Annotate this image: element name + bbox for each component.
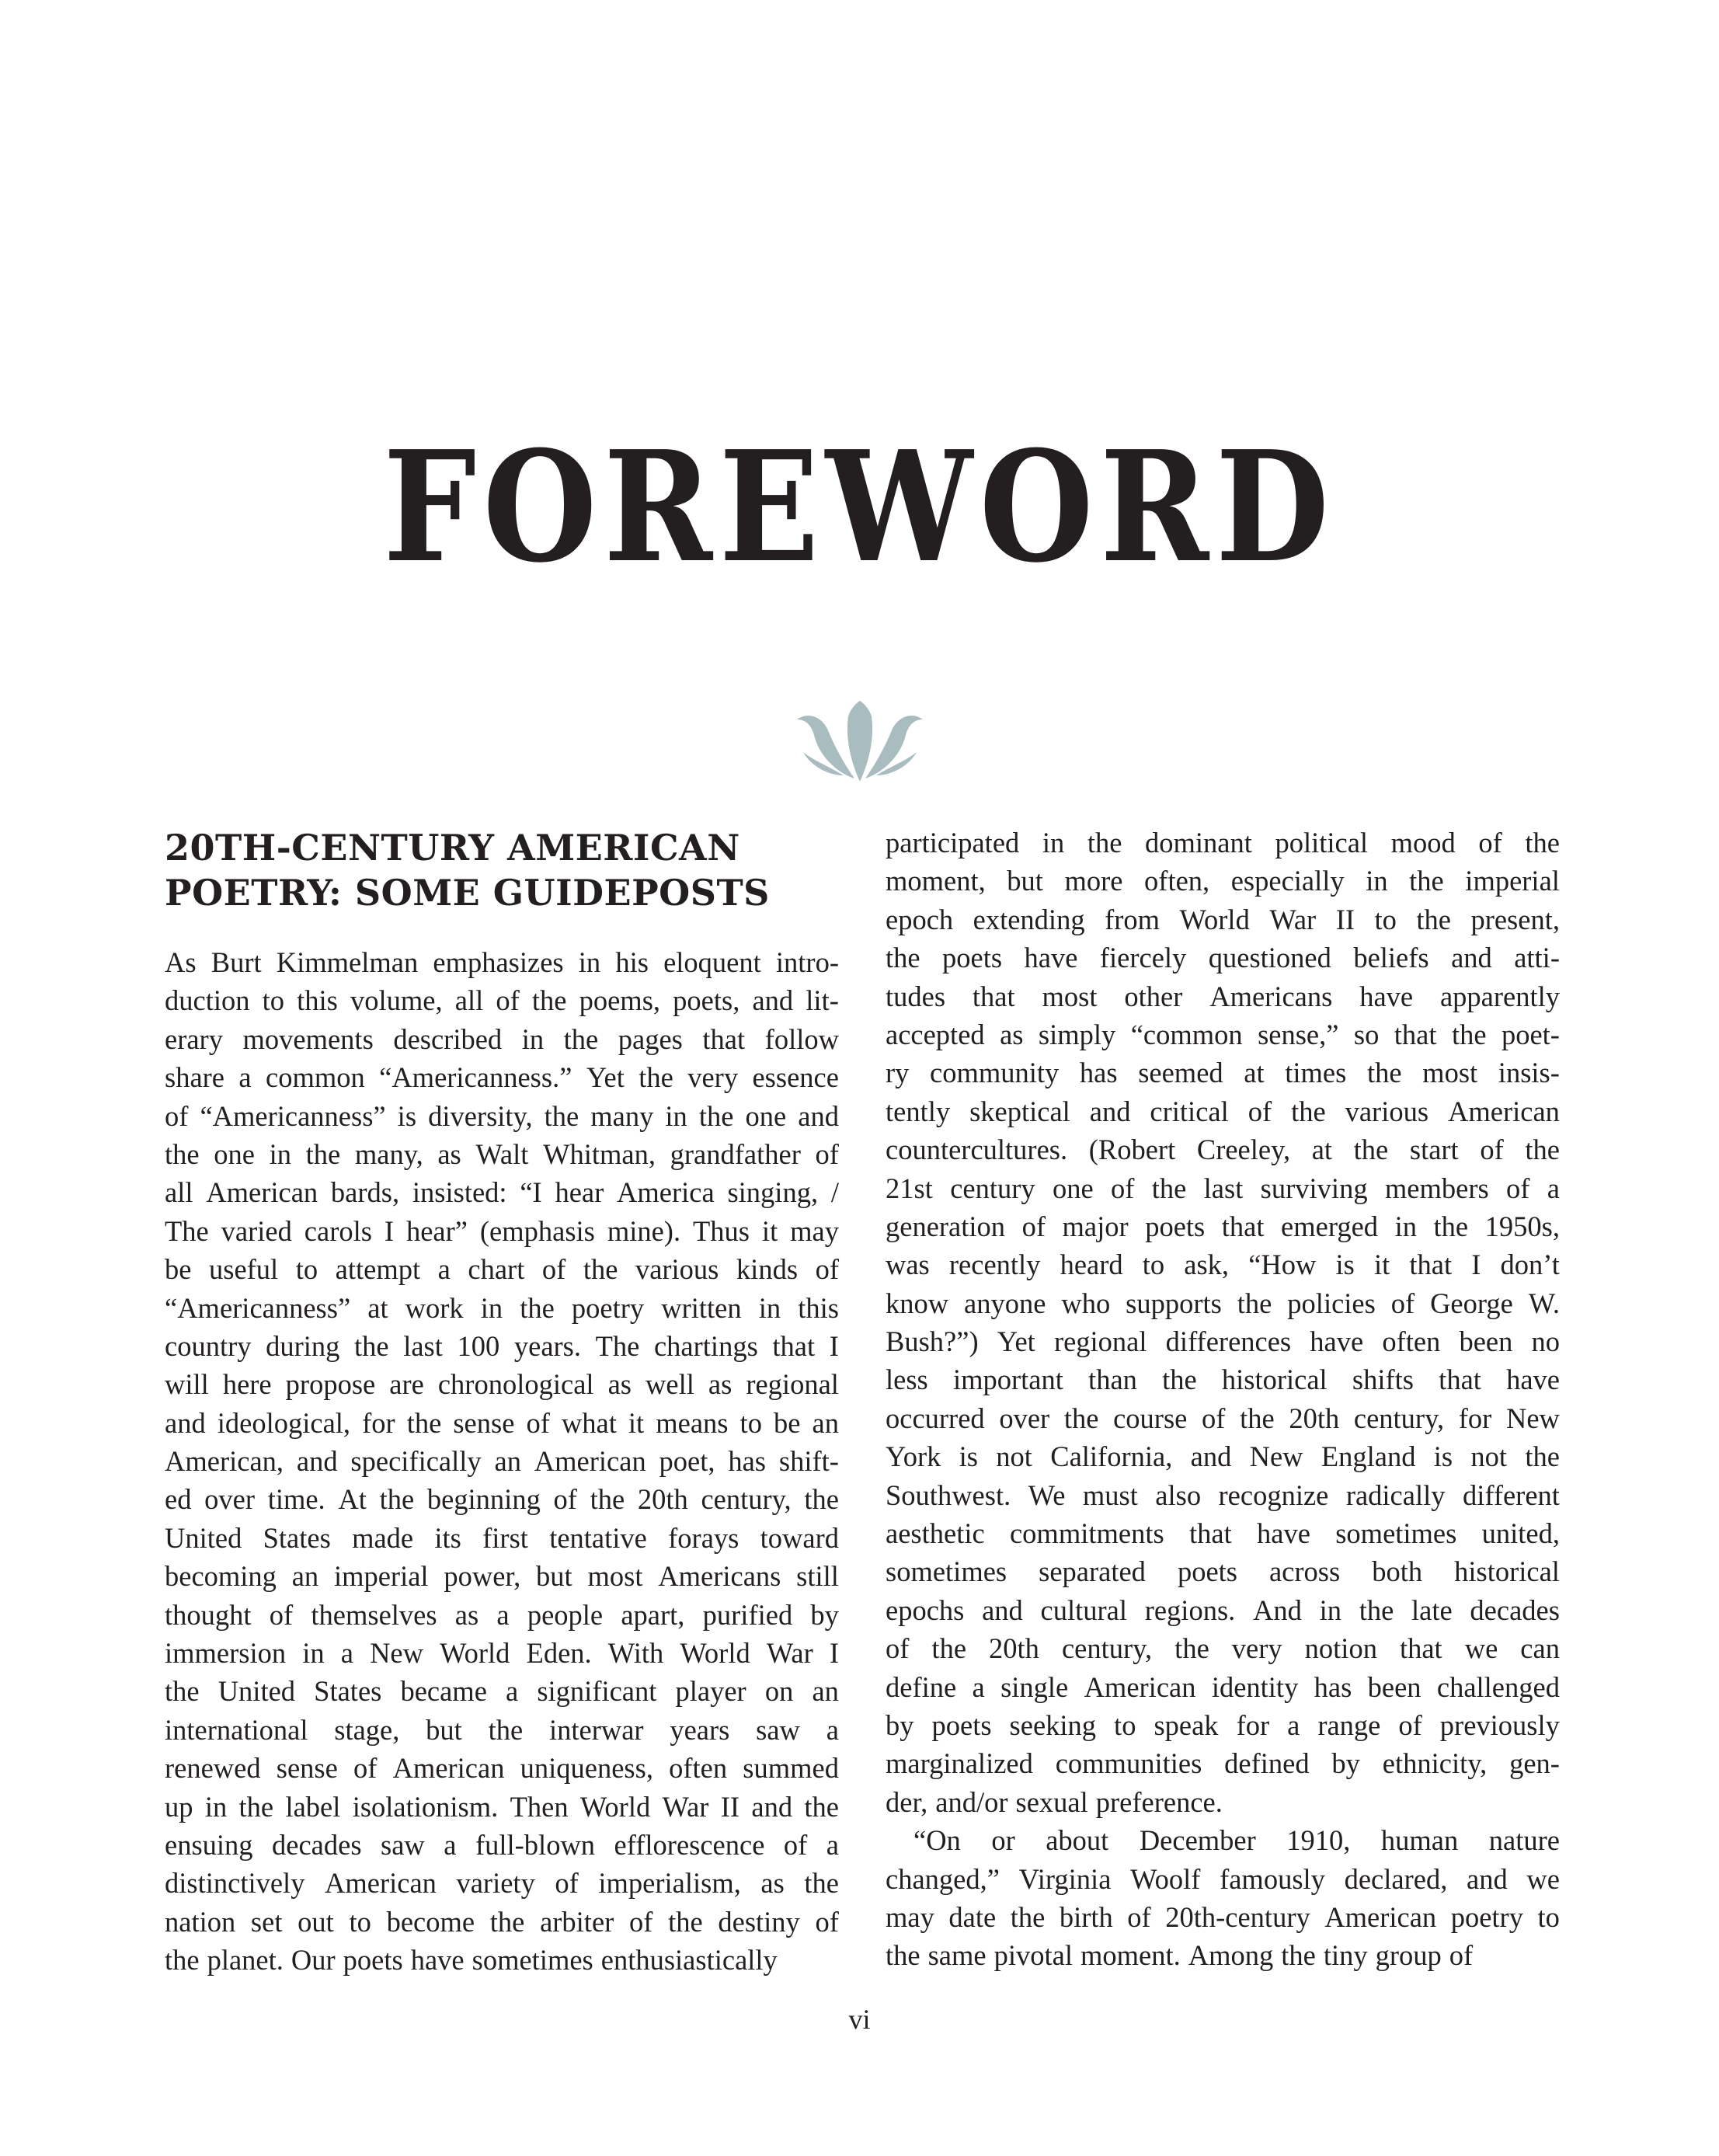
text-line: countercultures. (Robert Creeley, at the start of the bbox=[886, 1134, 1560, 1166]
text-line: of “Americanness” is diversity, the many in the one and bbox=[165, 1099, 839, 1132]
text-line: “On or about December 1910, human nature bbox=[913, 1824, 1560, 1857]
text-line: changed,” Virginia Woolf famously declared, and we bbox=[886, 1862, 1560, 1895]
text-line: define a single American identity has been challenged bbox=[886, 1670, 1560, 1703]
text-line: know anyone who supports the policies of George W. bbox=[886, 1287, 1560, 1319]
text-line: less important than the historical shifts that have bbox=[886, 1364, 1560, 1396]
text-line: the same pivotal moment. Among the tiny group of bbox=[886, 1939, 1474, 1972]
text-line: participated in the dominant political mood of the bbox=[886, 827, 1560, 859]
text-line: country during the last 100 years. The chartings that I bbox=[165, 1329, 839, 1362]
text-line: marginalized communities defined by ethnicity, gen- bbox=[886, 1747, 1560, 1780]
text-line: distinctively American variety of imperialism, as the bbox=[165, 1867, 839, 1900]
section-heading-line: 20TH-CENTURY AMERICAN bbox=[165, 827, 740, 869]
text-line: ensuing decades saw a full-blown efflorescence of a bbox=[165, 1828, 839, 1861]
text-line: was recently heard to ask, “How is it that I don’t bbox=[886, 1249, 1560, 1281]
text-line: York is not California, and New England is not the bbox=[886, 1440, 1560, 1473]
text-line: 21st century one of the last surviving members of a bbox=[886, 1172, 1560, 1204]
text-line: moment, but more often, especially in the imperial bbox=[886, 865, 1560, 897]
left-column-body bbox=[165, 943, 839, 1980]
text-line: all American bards, insisted: “I hear America singing, / bbox=[165, 1176, 839, 1209]
text-line: tudes that most other Americans have apparently bbox=[886, 980, 1560, 1012]
text-line: nation set out to become the arbiter of the destiny of bbox=[165, 1905, 839, 1938]
leaf-flourish-icon bbox=[797, 701, 923, 785]
text-line: Southwest. We must also recognize radically different bbox=[886, 1479, 1560, 1511]
section-heading bbox=[165, 825, 839, 915]
text-line: the one in the many, as Walt Whitman, grandfather of bbox=[165, 1137, 839, 1170]
text-line: and ideological, for the sense of what it means to be an bbox=[165, 1406, 839, 1439]
text-line: up in the label isolationism. Then World War II and the bbox=[165, 1790, 839, 1823]
right-column bbox=[886, 824, 1560, 1975]
text-line: Bush?”) Yet regional differences have often been no bbox=[886, 1325, 1560, 1358]
text-line: generation of major poets that emerged in the 1950s, bbox=[886, 1210, 1560, 1242]
text-line: epochs and cultural regions. And in the late decades bbox=[886, 1593, 1560, 1626]
text-line: thought of themselves as a people apart, purified by bbox=[165, 1598, 839, 1631]
text-line: international stage, but the interwar years saw a bbox=[165, 1713, 839, 1746]
text-line: sometimes separated poets across both historical bbox=[886, 1555, 1560, 1588]
text-line: epoch extending from World War II to the present, bbox=[886, 903, 1560, 935]
text-line: immersion in a New World Eden. With World War I bbox=[165, 1637, 839, 1670]
text-line: duction to this volume, all of the poems, poets, and lit- bbox=[165, 984, 839, 1017]
text-line: As Burt Kimmelman emphasizes in his eloquent intro- bbox=[165, 946, 839, 978]
right-column-body bbox=[886, 824, 1560, 1975]
text-line: share a common “Americanness.” Yet the very essence bbox=[165, 1061, 839, 1094]
text-line: the poets have fiercely questioned beliefs and atti- bbox=[886, 942, 1560, 974]
left-column bbox=[165, 808, 839, 1980]
text-line: American, and specifically an American poet, has shift- bbox=[165, 1445, 839, 1478]
text-line: der, and/or sexual preference. bbox=[886, 1785, 1223, 1818]
text-line: be useful to attempt a chart of the various kinds of bbox=[165, 1253, 839, 1286]
text-line: “Americanness” at work in the poetry written in this bbox=[165, 1291, 839, 1324]
text-line: the United States became a significant player on an bbox=[165, 1675, 839, 1708]
text-line: The varied carols I hear” (emphasis mine). Thus it may bbox=[165, 1214, 839, 1247]
page-number: vi bbox=[848, 2004, 871, 2035]
page-title: FOREWORD bbox=[383, 418, 1336, 597]
text-line: by poets seeking to speak for a range of previously bbox=[886, 1708, 1560, 1741]
text-line: renewed sense of American uniqueness, often summed bbox=[165, 1752, 839, 1785]
text-line: the planet. Our poets have sometimes enthusiastically bbox=[165, 1944, 778, 1977]
text-line: ed over time. At the beginning of the 20th century, the bbox=[165, 1483, 839, 1516]
text-line: aesthetic commitments that have sometimes united, bbox=[886, 1517, 1560, 1550]
text-line: of the 20th century, the very notion that we can bbox=[886, 1632, 1560, 1665]
text-line: accepted as simply “common sense,” so that the poet- bbox=[886, 1018, 1560, 1050]
text-line: United States made its first tentative forays toward bbox=[165, 1521, 839, 1554]
text-line: erary movements described in the pages that follow bbox=[165, 1022, 839, 1055]
text-line: will here propose are chronological as well as regional bbox=[165, 1368, 839, 1401]
text-line: occurred over the course of the 20th century, for New bbox=[886, 1402, 1560, 1434]
text-line: tently skeptical and critical of the various American bbox=[886, 1095, 1560, 1127]
text-line: may date the birth of 20th-century American poetry to bbox=[886, 1900, 1560, 1933]
text-line: becoming an imperial power, but most Americans still bbox=[165, 1560, 839, 1593]
section-heading-line: POETRY: SOME GUIDEPOSTS bbox=[165, 872, 770, 914]
text-line: ry community has seemed at times the most insis- bbox=[886, 1057, 1560, 1089]
